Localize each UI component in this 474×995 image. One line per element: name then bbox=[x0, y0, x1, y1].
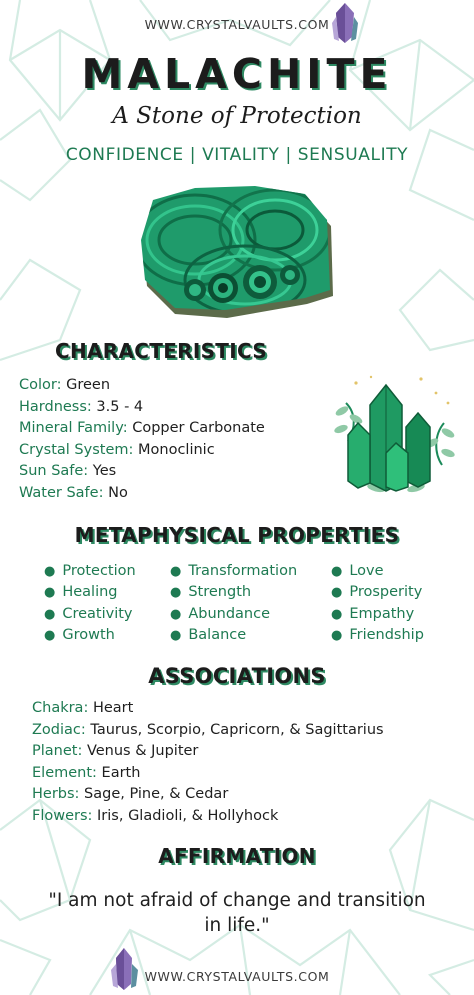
affirmation-text bbox=[0, 888, 474, 938]
affirmation-heading: AFFIRMATION bbox=[158, 844, 316, 868]
list-item: Herbs: Sage, Pine, & Cedar bbox=[32, 786, 229, 802]
malachite-stone-image bbox=[135, 180, 335, 322]
list-item: Sun Safe: Yes bbox=[19, 463, 117, 479]
list-item: Planet: Venus & Jupiter bbox=[32, 743, 199, 759]
characteristics-list bbox=[19, 375, 265, 504]
page-title: MALACHITE bbox=[81, 50, 393, 98]
list-item: Flowers: Iris, Gladioli, & Hollyhock bbox=[32, 807, 279, 824]
list-item: ● Abundance bbox=[170, 605, 271, 622]
keyword-tags: CONFIDENCE | VITALITY | SENSUALITY bbox=[65, 145, 409, 165]
affirmation-line-1: "I am not afraid of change and transition bbox=[48, 890, 426, 911]
list-item: Hardness: 3.5 - 4 bbox=[19, 398, 144, 415]
list-item: ● Transformation bbox=[170, 563, 298, 579]
list-item: Chakra: Heart bbox=[32, 700, 134, 716]
properties-column-3 bbox=[331, 561, 424, 646]
list-item: Color: Green bbox=[19, 377, 111, 393]
website-url-footer[interactable]: WWW.CRYSTALVAULTS.COM bbox=[144, 969, 330, 984]
list-item: ● Healing bbox=[44, 584, 118, 601]
list-item: Zodiac: Taurus, Scorpio, Capricorn, & Sagittarius bbox=[32, 721, 384, 738]
list-item: Water Safe: No bbox=[19, 484, 128, 501]
affirmation-line-2: in life." bbox=[204, 915, 270, 936]
properties-column-1 bbox=[44, 561, 136, 646]
website-url-header[interactable]: WWW.CRYSTALVAULTS.COM bbox=[144, 17, 330, 32]
list-item: ● Creativity bbox=[44, 605, 133, 622]
list-item: Crystal System: Monoclinic bbox=[19, 441, 215, 458]
list-item: ● Balance bbox=[170, 626, 247, 643]
list-item: ● Empathy bbox=[331, 605, 415, 622]
list-item: ● Strength bbox=[170, 584, 252, 601]
list-item: ● Growth bbox=[44, 626, 115, 643]
list-item: ● Love bbox=[331, 563, 384, 579]
list-item: ● Friendship bbox=[331, 626, 424, 643]
metaphysical-heading: METAPHYSICAL PROPERTIES bbox=[74, 523, 400, 547]
associations-list bbox=[32, 698, 384, 827]
list-item: ● Protection bbox=[44, 563, 136, 579]
page-subtitle: A Stone of Protection bbox=[112, 103, 362, 129]
properties-column-2 bbox=[170, 561, 297, 646]
associations-heading: ASSOCIATIONS bbox=[148, 664, 326, 688]
list-item: ● Prosperity bbox=[331, 584, 423, 601]
crystal-cluster-icon bbox=[326, 373, 464, 501]
list-item: Mineral Family: Copper Carbonate bbox=[19, 420, 265, 436]
characteristics-heading: CHARACTERISTICS bbox=[55, 339, 268, 363]
list-item: Element: Earth bbox=[32, 764, 141, 781]
